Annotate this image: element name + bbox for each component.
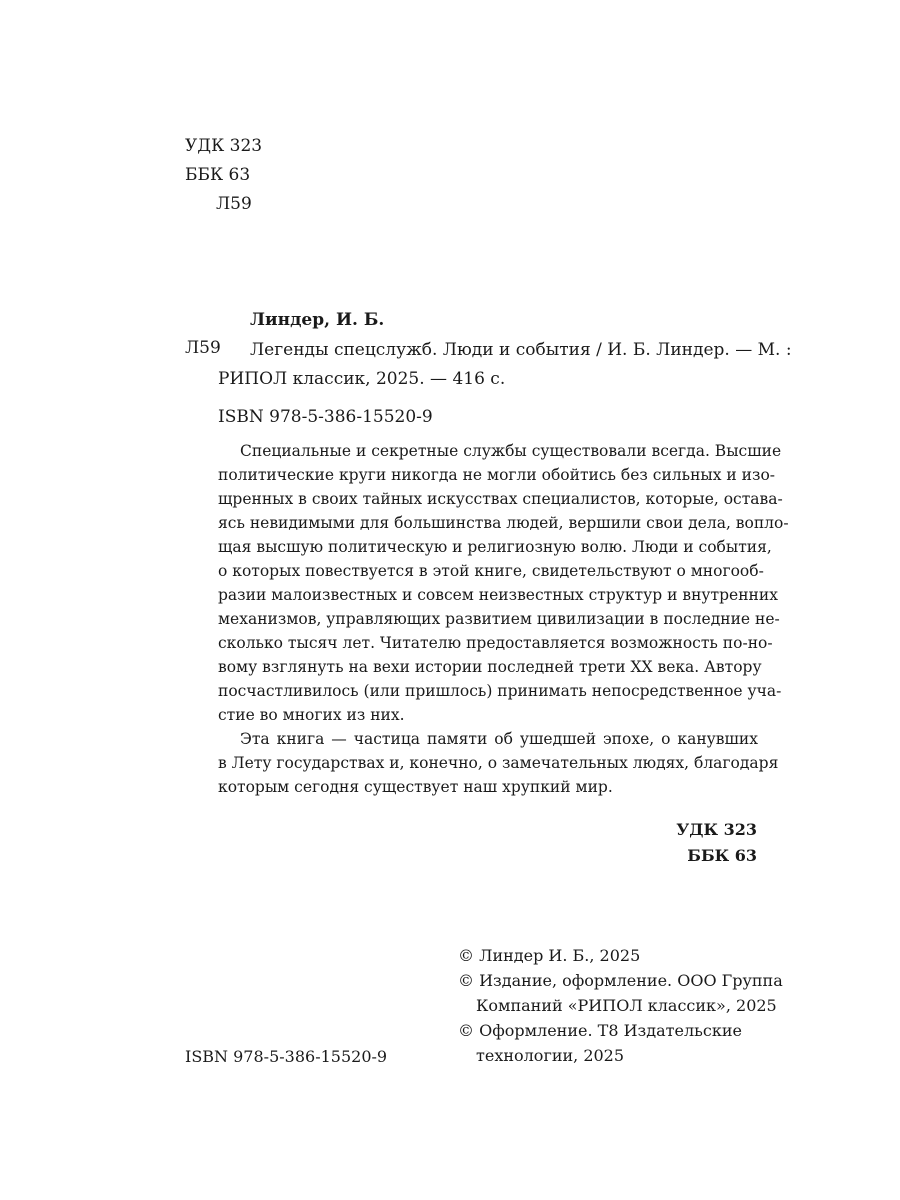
copyright-design-cont: технологии, 2025 xyxy=(476,1046,625,1065)
annotation-line: механизмов, управляющих развитием цивилизации в последние не- xyxy=(218,610,780,628)
bbk-code-top: ББК 63 xyxy=(185,165,251,185)
author-mark: Л59 xyxy=(185,338,221,358)
annotation-line: стие во многих из них. xyxy=(218,706,405,724)
annotation-line: в Лету государствах и, конечно, о замечательных людях, благодаря xyxy=(218,754,779,772)
annotation-line: Эта книга — частица памяти об ушедшей эпохе, о канувших xyxy=(240,730,758,748)
annotation-line: вому взглянуть на вехи истории последней трети XX века. Автору xyxy=(218,658,762,676)
udk-code-top: УДК 323 xyxy=(185,136,263,156)
title-line-1: Легенды спецслужб. Люди и события / И. Б. Линдер. — М. : xyxy=(250,340,792,360)
annotation-line: сколько тысяч лет. Читателю предоставляется возможность по-но- xyxy=(218,634,773,652)
annotation-line: ясь невидимыми для большинства людей, вершили свои дела, вопло- xyxy=(218,514,789,532)
copyright-author: © Линдер И. Б., 2025 xyxy=(458,946,641,965)
annotation-line: о которых повествуется в этой книге, свидетельствуют о многооб- xyxy=(218,562,764,580)
annotation-paragraph-1 xyxy=(218,439,789,727)
title-line-2: РИПОЛ классик, 2025. — 416 с. xyxy=(218,369,506,389)
annotation-line: посчастливилось (или пришлось) принимать непосредственное уча- xyxy=(218,682,782,700)
annotation-line: щая высшую политическую и религиозную волю. Люди и события, xyxy=(218,538,772,556)
annotation-line: Специальные и секретные службы существовали всегда. Высшие xyxy=(240,442,782,460)
annotation-line: политические круги никогда не могли обойтись без сильных и изо- xyxy=(218,466,776,484)
copyright-design: © Оформление. Т8 Издательские xyxy=(458,1021,742,1040)
isbn: ISBN 978-5-386-15520-9 xyxy=(218,407,433,427)
copyright-publisher: © Издание, оформление. ООО Группа xyxy=(458,971,783,990)
annotation-line: разии малоизвестных и совсем неизвестных структур и внутренних xyxy=(218,586,778,604)
annotation-line: которым сегодня существует наш хрупкий мир. xyxy=(218,778,613,796)
isbn-bottom: ISBN 978-5-386-15520-9 xyxy=(185,1047,388,1066)
udk-code-bottom: УДК 323 xyxy=(676,820,757,839)
author-heading: Линдер, И. Б. xyxy=(250,310,385,330)
bbk-code-bottom: ББК 63 xyxy=(687,846,757,865)
annotation-line: щренных в своих тайных искусствах специалистов, которые, остава- xyxy=(218,490,783,508)
author-mark-top: Л59 xyxy=(216,194,252,214)
annotation-paragraph-2 xyxy=(218,727,779,799)
copyright-publisher-cont: Компаний «РИПОЛ классик», 2025 xyxy=(476,996,777,1015)
